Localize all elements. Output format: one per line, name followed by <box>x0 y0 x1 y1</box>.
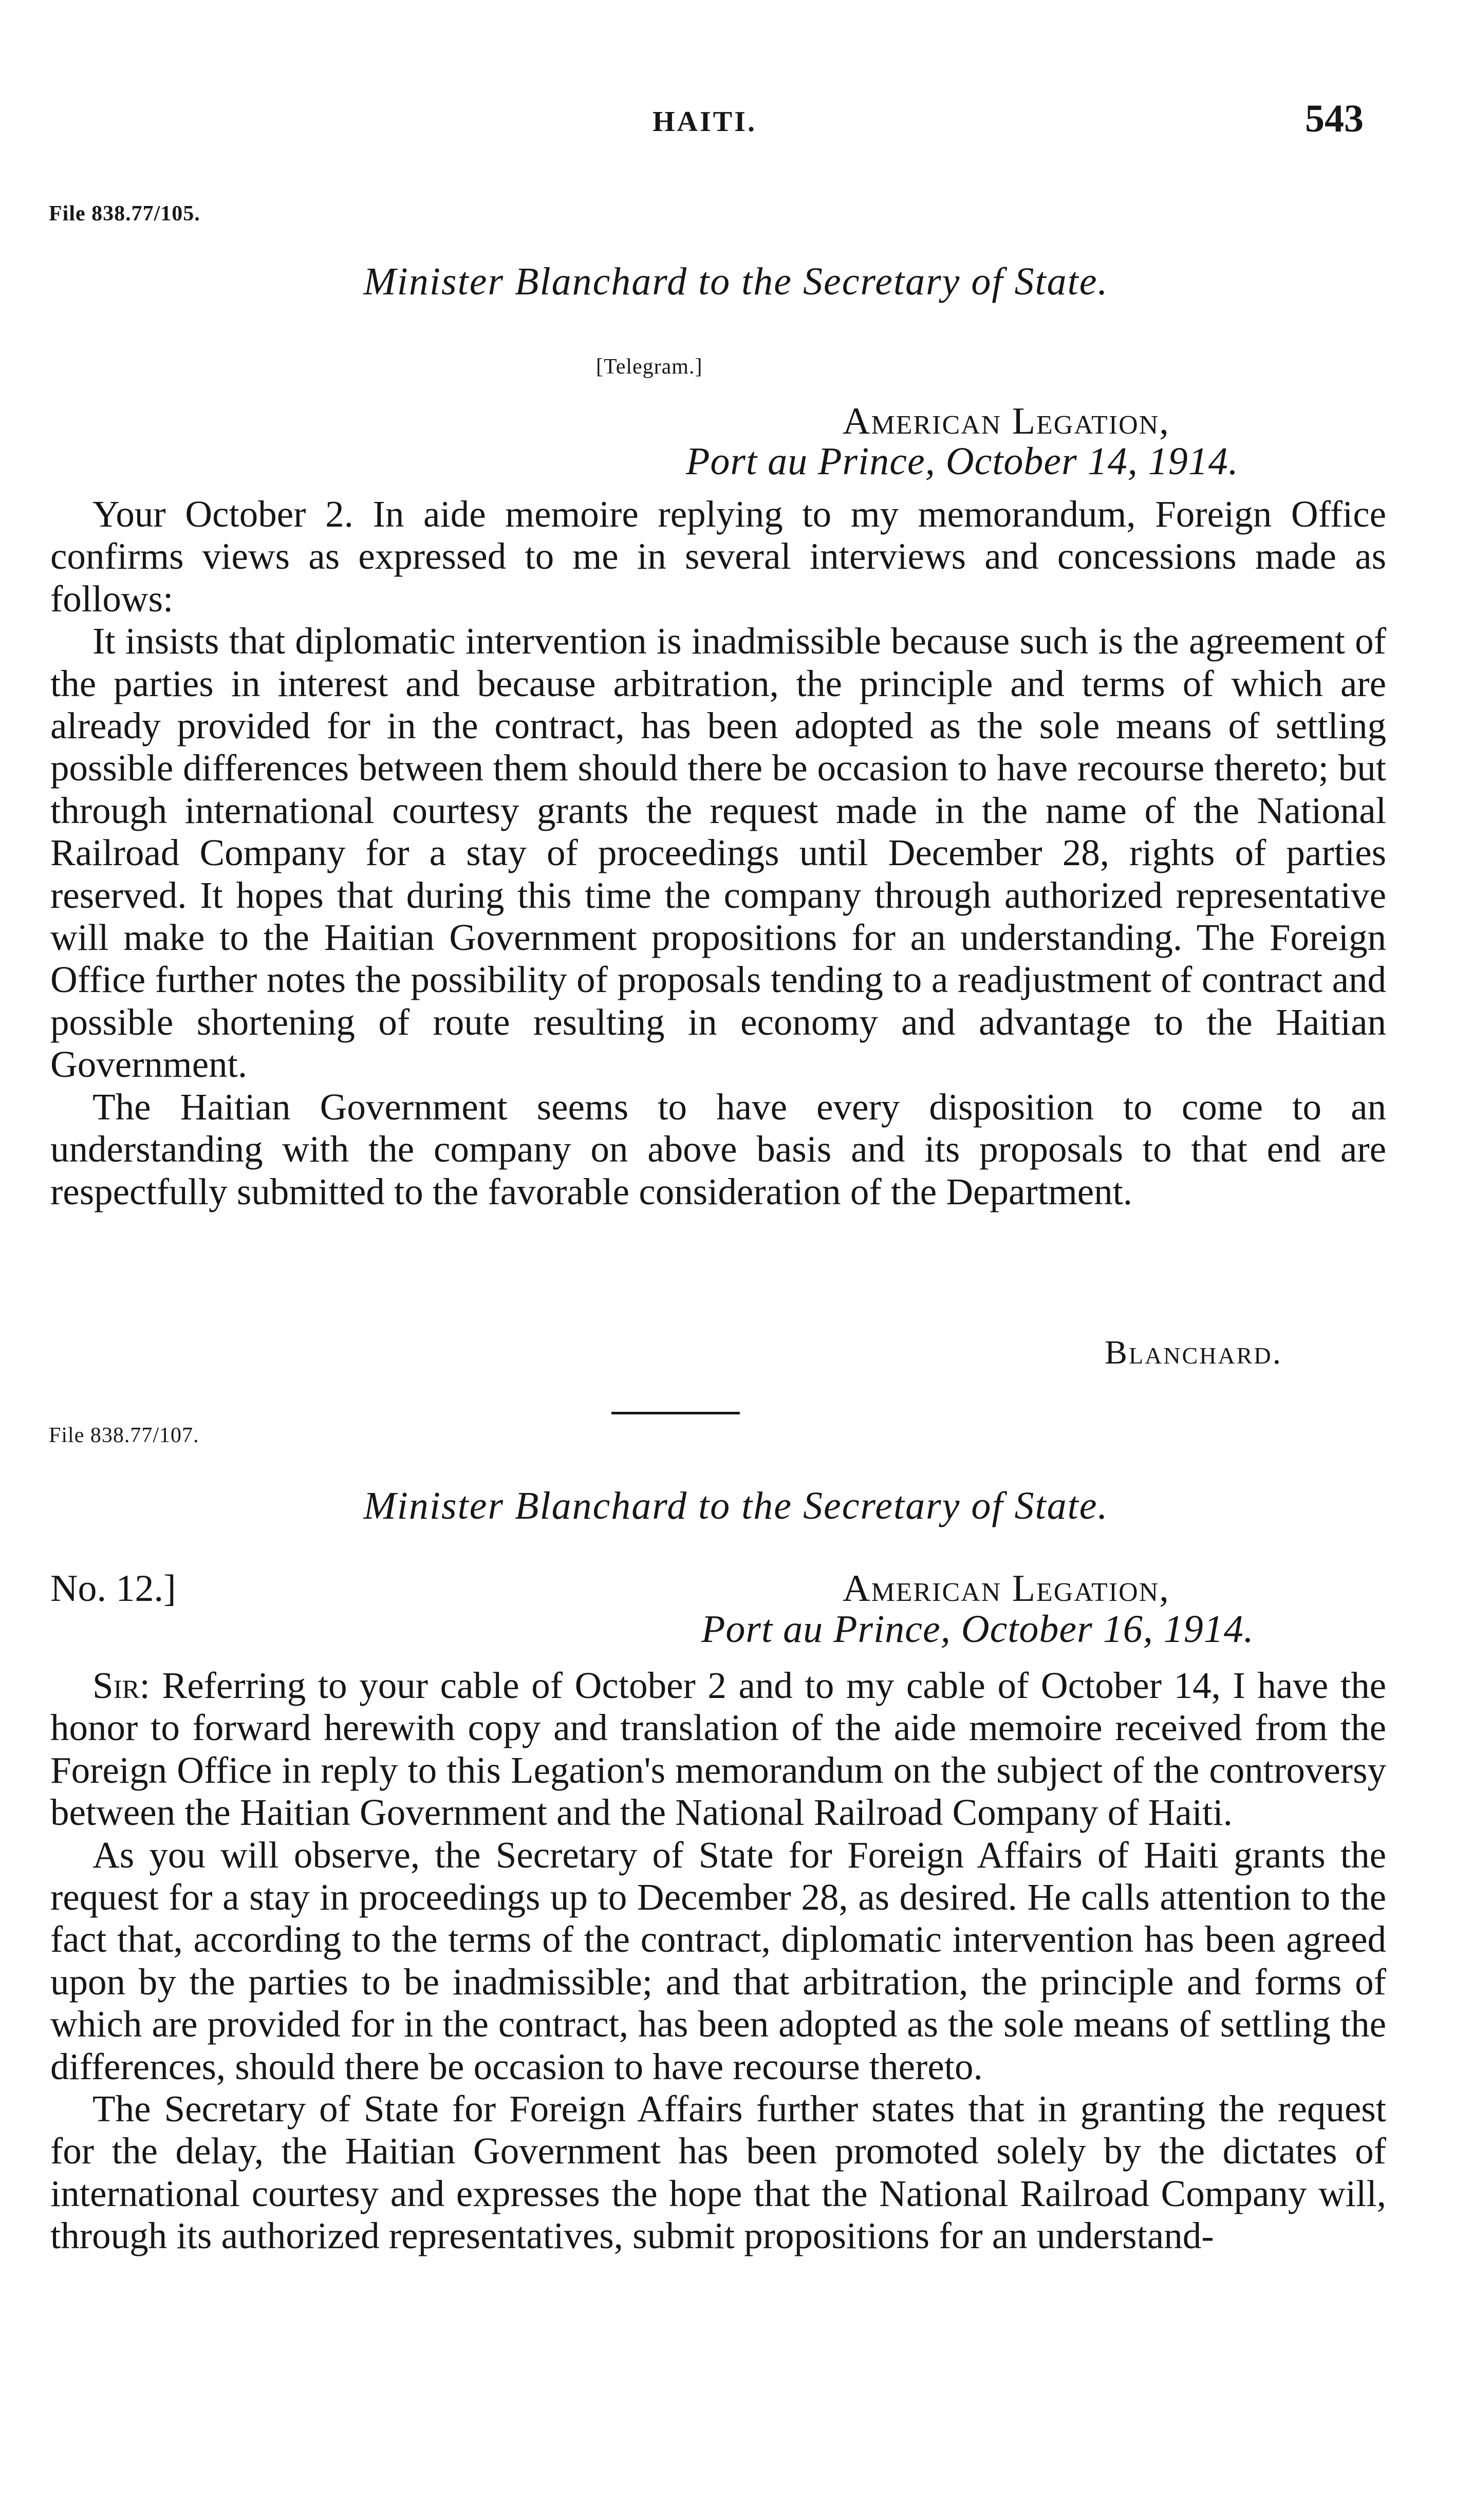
signature: Blanchard. <box>1105 1334 1283 1371</box>
paragraph-text: Referring to your cable of October 2 and to my cable of October 14, I have the honor to forward herewith copy and translation of the aide memoire received from the Foreign Office in reply to this Legation's memorandum on the subject of the controversy between the Haitian Government and the National Railroad Company of Haiti. <box>50 1665 1386 1834</box>
legation-place: American Legation, <box>843 400 1170 442</box>
letter-body <box>50 493 1386 1213</box>
paragraph: The Haitian Government seems to have every disposition to come to an understanding with the company on above basis and its proposals to that end are respectfully submitted to the favorable consideration of the Department. <box>50 1086 1386 1212</box>
dateline: Port au Prince, October 16, 1914. <box>701 1608 1254 1651</box>
dateline: Port au Prince, October 14, 1914. <box>686 440 1239 483</box>
section-divider <box>611 1412 740 1414</box>
file-reference: File 838.77/105. <box>49 202 200 226</box>
despatch-number: No. 12.] <box>50 1567 176 1610</box>
salutation: Sir: <box>92 1665 150 1706</box>
paragraph: It insists that diplomatic intervention is inadmissible because such is the agreement of the parties in interest and because arbitration, the principle and terms of which are already provided for in the contract, has been adopted as the sole means of settling possible differences between them should there be occasion to have recourse thereto; but through international courtesy grants the request made in the name of the National Railroad Company for a stay of proceedings until December 28, rights of parties reserved. It hopes that during this time the company through authorized representative will make to the Haitian Government propositions for an understanding. The Foreign Office further notes the possibility of proposals tending to a readjustment of contract and possible shortening of route resulting in economy and advantage to the Haitian Government. <box>50 620 1386 1086</box>
paragraph <box>50 1665 1386 1834</box>
page-number: 543 <box>1305 97 1364 140</box>
running-title: HAITI. <box>653 106 757 138</box>
document-title: Minister Blanchard to the Secretary of State. <box>363 260 1109 303</box>
legation-place: American Legation, <box>843 1567 1170 1610</box>
paragraph: The Secretary of State for Foreign Affairs further states that in granting the request for the delay, the Haitian Government has been promoted solely by the dictates of international courtesy and expresses the hope that the National Railroad Company will, through its authorized representatives, submit propositions for an understand- <box>50 2088 1386 2257</box>
document-title: Minister Blanchard to the Secretary of State. <box>363 1484 1109 1527</box>
letter-body <box>50 1665 1386 2257</box>
file-reference: File 838.77/107. <box>49 1424 199 1447</box>
telegram-note: [Telegram.] <box>596 355 703 379</box>
paragraph: As you will observe, the Secretary of State for Foreign Affairs of Haiti grants the request for a stay in proceedings up to December 28, as desired. He calls attention to the fact that, according to the terms of the contract, diplomatic intervention has been agreed upon by the parties to be inadmissible; and that arbitration, the principle and forms of which are provided for in the contract, has been adopted as the sole means of settling the differences, should there be occasion to have recourse thereto. <box>50 1834 1386 2087</box>
paragraph: Your October 2. In aide memoire replying to my memorandum, Foreign Office confirms views as expressed to me in several interviews and concessions made as follows: <box>50 493 1386 620</box>
